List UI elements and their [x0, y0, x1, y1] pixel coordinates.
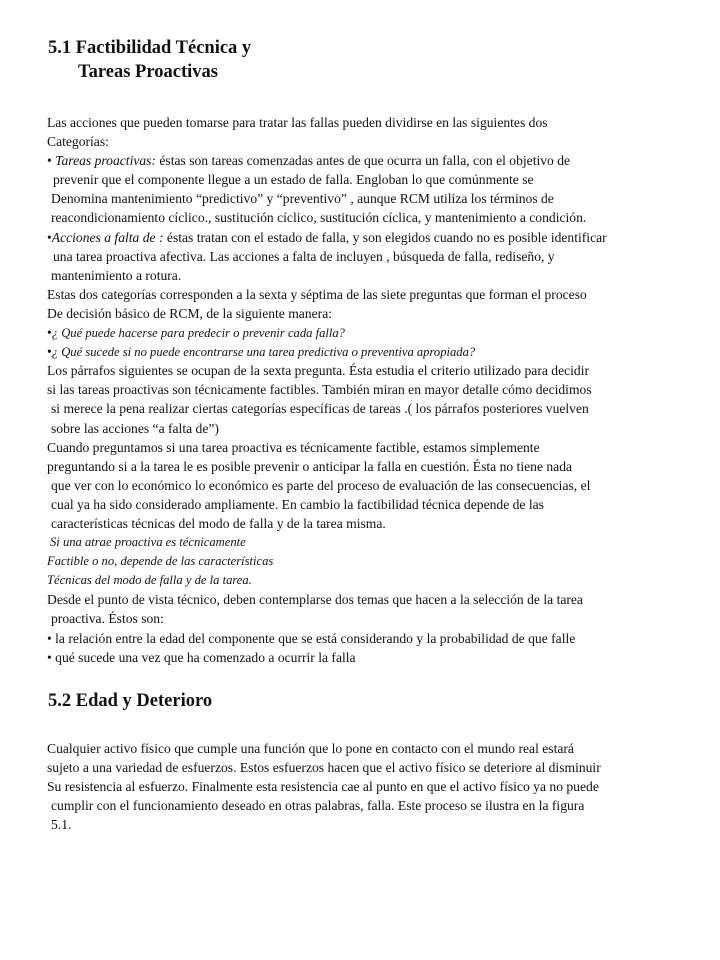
bullet: • [47, 229, 52, 245]
bullet: • [47, 325, 52, 341]
text-line: que ver con lo económico lo económico es parte del proceso de evaluación de las consecuencias, el [51, 477, 591, 493]
text-line: Si una atrae proactiva es técnicamente [50, 535, 246, 550]
text-line: una tarea proactiva afectiva. Las acciones a falta de incluyen , búsqueda de falla, rediseño, y [53, 248, 555, 264]
text-line: Categorías: [47, 134, 109, 150]
text-line: sujeto a una variedad de esfuerzos. Estos esfuerzos hacen que el activo físico se deteriore al disminuir [47, 760, 601, 776]
line-text: éstas tratan con el estado de falla, y son elegidos cuando no es posible identificar [163, 229, 607, 245]
text-line: Cualquier activo físico que cumple una función que lo pone en contacto con el mundo real estará [47, 741, 574, 756]
heading-line-2: Tareas Proactivas [78, 62, 218, 82]
line-text: éstas son tareas comenzadas antes de que ocurra un falla, con el objetivo de [156, 153, 571, 169]
section-heading-5-1 [48, 36, 251, 84]
text-line: Denomina mantenimiento “predictivo” y “preventivo” , aunque RCM utiliza los términos de [51, 191, 554, 207]
text-line: si las tareas proactivas son técnicamente factibles. También miran en mayor detalle cómo decidimos [47, 382, 592, 398]
text-line: características técnicas del modo de falla y de la tarea misma. [51, 515, 386, 531]
text-line: • la relación entre la edad del componente que se está considerando y la probabilidad de que falle [47, 630, 576, 646]
text-line: sobre las acciones “a falta de”) [51, 420, 219, 436]
text-line: Factible o no, depende de las características [47, 554, 274, 569]
heading-line-1: 5.1 Factibilidad Técnica y [48, 38, 252, 58]
text-line: • qué sucede una vez que ha comenzado a ocurrir la falla [47, 649, 356, 665]
text-line: Estas dos categorías corresponden a la sexta y séptima de las siete preguntas que forman el proceso [47, 286, 587, 302]
text-line: Cuando preguntamos si una tarea proactiva es técnicamente factible, estamos simplemente [47, 439, 540, 455]
bullet: • [47, 153, 56, 169]
text-line: proactiva. Éstos son: [51, 611, 164, 627]
text-line: preguntando si a la tarea le es posible prevenir o anticipar la falla en cuestión. Ésta no tiene nada [47, 458, 573, 474]
text-line: Los párrafos siguientes se ocupan de la sexta pregunta. Ésta estudia el criterio utilizado para decidir [47, 363, 590, 379]
text-line: si merece la pena realizar ciertas categorías específicas de tareas .( los párrafos posteriores vuelven [51, 401, 589, 417]
text-line: reacondicionamiento cíclico., sustitución cíclico, sustitución cíclica, y mantenimiento a condición. [51, 210, 587, 226]
text-line: Su resistencia al esfuerzo. Finalmente esta resistencia cae al punto en que el activo físico ya no puede [47, 779, 599, 795]
text-line [47, 342, 715, 361]
text-line: cual ya ha sido considerado ampliamente. En cambio la factibilidad técnica depende de las [51, 496, 544, 512]
text-line [47, 323, 715, 342]
text-line: prevenir que el componente llegue a un estado de falla. Engloban lo que comúnmente se [53, 172, 534, 188]
italic-term: ¿ Qué puede hacerse para predecir o prevenir cada falla? [51, 326, 345, 341]
text-line: cumplir con el funcionamiento deseado en otras palabras, falla. Este proceso se ilustra en la figura [51, 798, 585, 814]
text-line: Técnicas del modo de falla y de la tarea. [47, 573, 252, 588]
text-line [47, 228, 715, 247]
text-line: Las acciones que pueden tomarse para tratar las fallas pueden dividirse en las siguientes dos [47, 115, 548, 130]
section-5-2-body [47, 739, 715, 834]
bullet: • [47, 344, 52, 360]
italic-term: Tareas proactivas: [55, 153, 156, 169]
text-line: Desde el punto de vista técnico, deben contemplarse dos temas que hacen a la selección de la tarea [47, 592, 583, 608]
text-line: De decisión básico de RCM, de la siguiente manera: [47, 305, 333, 321]
italic-term: ¿ Qué sucede si no puede encontrarse una tarea predictiva o preventiva apropiada? [51, 345, 476, 360]
section-heading-5-2: 5.2 Edad y Deterioro [48, 691, 213, 711]
section-5-1-body [47, 113, 715, 667]
italic-term: Acciones a falta de : [51, 229, 164, 245]
text-line: 5.1. [51, 817, 72, 833]
text-line: mantenimiento a rotura. [51, 267, 182, 283]
text-line [47, 151, 715, 170]
